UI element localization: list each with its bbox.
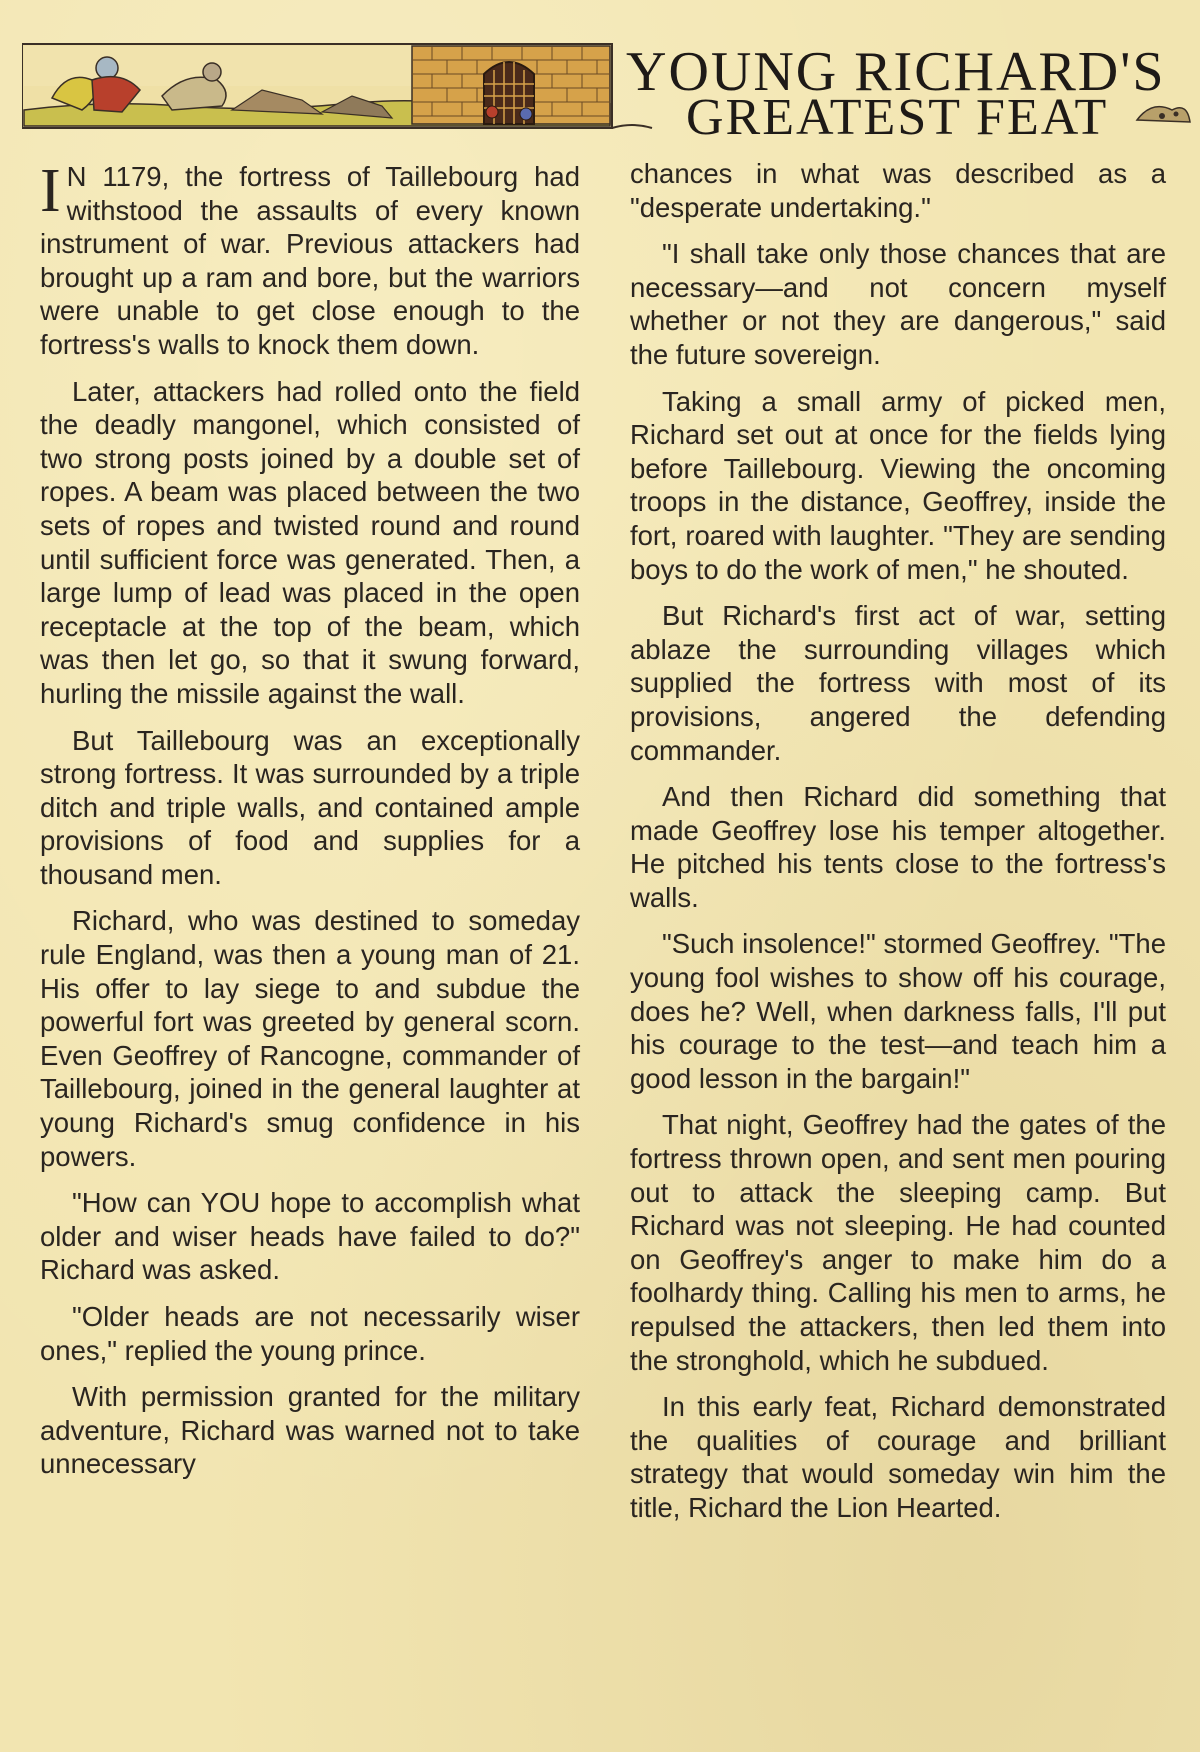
paragraph: "How can YOU hope to accomplish what older and wiser heads have failed to do?" Richard was asked. [40,1187,580,1286]
paragraph: But Richard's first act of war, setting ablaze the surrounding villages which supplied the fortress with most of its provisions, angered the defending commander. [630,600,1166,766]
paragraph: Richard, who was destined to someday rule England, was then a young man of 21. His offer to lay siege to and subdue the powerful fort was greeted by general scorn. Even Geoffrey of Rancogne, commander of Taillebourg, joined in the general laughter at young Richard's smug confidence in his powers. [40,905,580,1172]
paragraph: But Taillebourg was an exceptionally strong fortress. It was surrounded by a triple ditch and triple walls, and contained ample provisions of food and supplies for a thousand men. [40,724,580,890]
header-banner [22,40,1192,146]
paragraph: chances in what was described as a "desperate undertaking." [630,158,1166,223]
article-title-line1: YOUNG RICHARD'S [626,41,1166,103]
paragraph: And then Richard did something that made Geoffrey lose his temper altogether. He pitched his tents close to the fortress's walls. [630,781,1166,913]
paragraph: "I shall take only those chances that are necessary—and not concern myself whether or not they are dangerous," said the future sovereign. [630,238,1166,370]
right-column [630,157,1166,1538]
paragraph: In this early feat, Richard demonstrated the qualities of courage and brilliant strategy that would someday win him the title, Richard the Lion Hearted. [630,1391,1166,1523]
left-column [40,157,580,1494]
paragraph: "Older heads are not necessarily wiser ones," replied the young prince. [40,1301,580,1366]
paragraph [40,157,580,362]
paragraph: With permission granted for the military adventure, Richard was warned not to take unnecessary [40,1381,580,1480]
paragraph: That night, Geoffrey had the gates of the fortress thrown open, and sent men pouring out to attack the sleeping camp. But Richard was not sleeping. He had counted on Geoffrey's anger to make him do a foolhardy thing. Calling his men to arms, he repulsed the attackers, then led them into the stronghold, which he subdued. [630,1109,1166,1376]
drop-cap: I [40,157,61,225]
paragraph: Later, attackers had rolled onto the field the deadly mangonel, which consisted of two strong posts joined by a double set of ropes. A beam was placed between the two sets of ropes and twisted round and round until sufficient force was generated. Then, a large lump of lead was placed in the open receptacle at the top of the beam, which was then let go, so that it swung forward, hurling the missile against the wall. [40,375,580,709]
article-title-line2: GREATEST FEAT [686,89,1109,146]
paragraph-text: N 1179, the fortress of Taillebourg had withstood the assaults of every known instrument of war. Previous attackers had brought up a ram and bore, but the warriors were unable to get close enough to the fortress's walls to knock them down. [40,161,580,360]
paragraph: Taking a small army of picked men, Richard set out at once for the fields lying before Taillebourg. Viewing the oncoming troops in the distance, Geoffrey, inside the fort, roared with laughter. "They are sending boys to do the work of men," he shouted. [630,385,1166,585]
paragraph: "Such insolence!" stormed Geoffrey. "The young fool wishes to show off his courage, does he? Well, when darkness falls, I'll put his courage to the test—and teach him a good lesson in the bargain!" [630,928,1166,1094]
